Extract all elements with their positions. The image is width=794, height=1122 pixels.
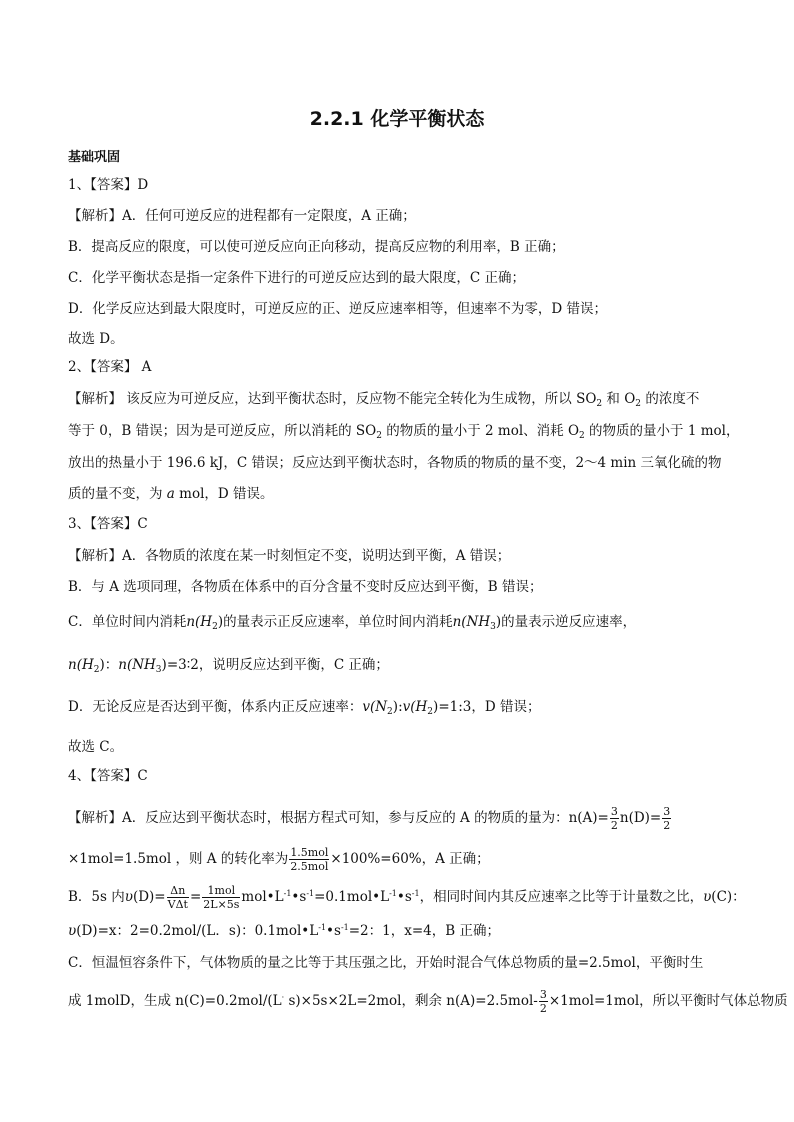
- q4-analysis-b1: B．5s 内υ(D)= $\frac{\Delta n}{\text{VΔt}}$ = $\frac{\text{1mol}}{2L\times 5s}$ $mol•L^{-1}•s^{-1}=0.1mol•L^{-1}•s^{-1}$，相同时间内其反应速率之比等于计量数之比，υ(C)：: [68, 884, 746, 911]
- fraction-dn-over-vdt: $\frac{\Delta n}{\text{VΔt}}$: [167, 884, 188, 911]
- q1-analysis-a: 【解析】A．任何可逆反应的进程都有一定限度，A 正确；: [68, 208, 416, 224]
- section-heading: 基础巩固: [68, 150, 121, 165]
- fraction-rate: $\frac{\text{1mol}}{2L\times 5s}$: [203, 884, 240, 911]
- q1-analysis-b: B．提高反应的限度，可以使可逆反应向正向移动，提高反应物的利用率，B 正确；: [68, 239, 565, 255]
- q4-analysis-a2: ×1mol=1.5mol ，则 A 的转化率为 $\frac{\text{1.5mol}}{\text{2.5mol}}$ ×100%=60%，A 正确；: [68, 846, 490, 873]
- fraction-conversion: $\frac{\text{1.5mol}}{\text{2.5mol}}$: [290, 846, 329, 873]
- fraction-3-over-2: $\frac{3}{2}$: [610, 805, 618, 832]
- q2-analysis-line2: 等于 0，B 错误；因为是可逆反应，所以消耗的 $SO_2$ 的物质的量小于 2 mol、消耗 $O_2$ 的物质的量小于 1 mol，: [68, 423, 740, 441]
- q2-analysis-line3: 放出的热量小于 196.6 kJ，C 错误；反应达到平衡状态时，各物质的物质的量不变，2～4 min 三氧化硫的物: [68, 455, 722, 471]
- q2-analysis-line4: 质的量不变，为 a mol，D 错误。: [68, 486, 274, 502]
- q3-analysis-c2: $n(H_2)$：$n(NH_3)=3∶2$，说明反应达到平衡，C 正确；: [68, 657, 389, 675]
- q3-analysis-a: 【解析】A．各物质的浓度在某一时刻恒定不变，说明达到平衡，A 错误；: [68, 548, 511, 564]
- q4-analysis-b2: υ(D)=x：2=0.2mol/(L．s)：$0.1mol•L^{-1}•s^{-1}=2$：1，x=4，B 正确；: [68, 923, 500, 939]
- q3-analysis-c1: C．单位时间内消耗$n(H_2)$的量表示正反应速率，单位时间内消耗$n(NH_3)$的量表示逆反应速率，: [68, 614, 637, 632]
- q2-answer: 2、【答案】 A: [68, 359, 152, 375]
- q4-analysis-a1: 【解析】A．反应达到平衡状态时，根据方程式可知，参与反应的 A 的物质的量为：n(A)= $\frac{3}{2}$ n(D)= $\frac{3}{2}$: [68, 805, 671, 832]
- q1-answer: 1、【答案】D: [68, 177, 149, 193]
- q4-answer: 4、【答案】C: [68, 768, 148, 784]
- q3-analysis-d: D．无论反应是否达到平衡，体系内正反应速率：$v(N_2):v(H_2)=1:3$，D 错误；: [68, 699, 541, 717]
- q3-conclusion: 故选 C。: [68, 739, 124, 755]
- fraction-3-over-2: $\frac{3}{2}$: [663, 805, 671, 832]
- q4-analysis-c2: 成 1molD，生成 n(C)=0.2mol/(L· s)×5s×2L=2mol，剩余 n(A)=2.5mol- $\frac{3}{2}$ ×1mol=1mol，所以平衡时气体总物质: [68, 988, 788, 1015]
- q1-conclusion: 故选 D。: [68, 331, 124, 347]
- page-title: 2.2.1 化学平衡状态: [309, 108, 485, 130]
- fraction-3-over-2: $\frac{3}{2}$: [539, 988, 547, 1015]
- q2-analysis-line1: 【解析】 该反应为可逆反应，达到平衡状态时，反应物不能完全转化为生成物，所以 $SO_2$ 和 $O_2$ 的浓度不: [68, 391, 700, 409]
- q4-analysis-c1: C．恒温恒容条件下，气体物质的量之比等于其压强之比，开始时混合气体总物质的量=2.5mol，平衡时生: [68, 955, 704, 971]
- q1-analysis-d: D．化学反应达到最大限度时，可逆反应的正、逆反应速率相等，但速率不为零，D 错误；: [68, 301, 607, 317]
- q3-answer: 3、【答案】C: [68, 516, 148, 532]
- q1-analysis-c: C．化学平衡状态是指一定条件下进行的可逆反应达到的最大限度，C 正确；: [68, 270, 525, 286]
- q3-analysis-b: B．与 A 选项同理，各物质在体系中的百分含量不变时反应达到平衡，B 错误；: [68, 579, 543, 595]
